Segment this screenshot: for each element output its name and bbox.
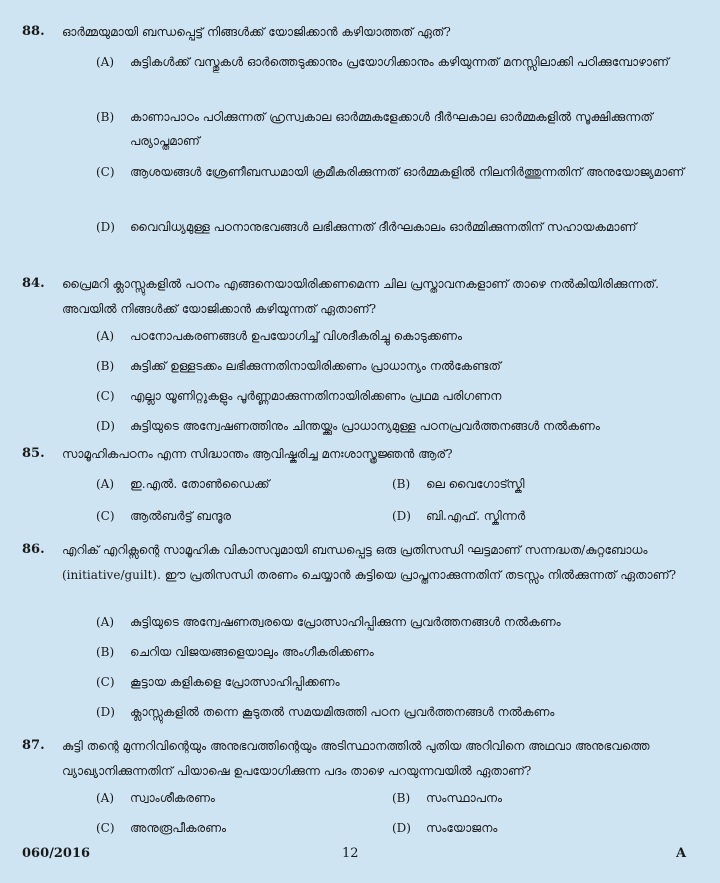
option-text: എല്ലാ യൂണിറ്റുകളും പൂർണ്ണമാക്കുന്നതിനായിരിക്കണം പ്രഥമ പരിഗണന [130,389,502,403]
question-text: സാമൂഹികപഠനം എന്ന സിദ്ധാന്തം ആവിഷ്കരിച്ച മനഃശാസ്ത്രജ്ഞൻ ആര്? [62,447,453,461]
question-text: കുട്ടി തന്റെ മുന്നറിവിന്റെയും അനുഭവത്തിന്റെയും അടിസ്ഥാനത്തിൽ പുതിയ അറിവിനെ അഥവാ അനുഭവത്തെ വ്യാഖ്യാനിക്കുന്നതിന് പിയാഷെ ഉപയോഗിക്കുന്ന പദം താഴെ പറയുന്നവയിൽ ഏതാണ്? [62,739,650,778]
question-number: 84. [22,276,45,291]
option-text: കൂട്ടായ കളികളെ പ്രോത്സാഹിപ്പിക്കണം [130,675,340,689]
option-label: (C) [96,821,115,835]
option-label: (C) [96,509,115,523]
option-label: (C) [96,165,115,179]
option-text: സ്വാംശീകരണം [130,791,215,805]
option-label: (A) [96,791,115,805]
option-text: അനുരൂപീകരണം [130,821,227,835]
option-d [96,215,686,267]
option-text: കുട്ടികൾക്ക് വസ്തുകൾ ഓർത്തെടുക്കാനും പ്രയോഗിക്കാനും കഴിയുന്നത് മനസ്സിലാക്കി പഠിക്കുമ്പോഴാണ് [130,55,669,69]
option-text: ഇ.എൽ. തോൺഡൈക്ക് [130,477,270,491]
option-text: സംസ്ഥാപനം [426,791,503,805]
option-label: (A) [96,55,115,69]
option-b [96,105,686,157]
page-number: 12 [342,846,359,861]
question-number: 86. [22,542,45,557]
question-text: എറിക് എറിക്സന്റെ സാമൂഹിക വികാസവുമായി ബന്ധപ്പെട്ട ഒരു പ്രതിസന്ധി ഘട്ടമാണ് സന്നദ്ധത/കുറ്റബോധം (initiative/guilt). ഈ പ്രതിസന്ധി തരണം ചെയ്യാൻ കുട്ടിയെ പ്രാപ്തനാക്കുന്നതിന് തടസ്സം നിൽക്കുന്നത് ഏതാണ്? [62,543,677,582]
question-text: ഓർമ്മയുമായി ബന്ധപ്പെട്ട് നിങ്ങൾക്ക് യോജിക്കാൻ കഴിയാത്തത് ഏത്? [62,25,451,39]
paper-code: 060/2016 [22,846,91,861]
option-label: (C) [96,675,115,689]
option-a [96,50,686,102]
option-label: (D) [96,419,115,433]
option-text: ആൽബർട്ട് ബന്ദൂര [130,509,232,523]
question-text: പ്രൈമറി ക്ലാസ്സുകളിൽ പഠനം എങ്ങനെയായിരിക്കണമെന്ന ചില പ്രസ്താവനകളാണ് താഴെ നൽകിയിരിക്കുന്നത്. അവയിൽ നിങ്ങൾക്ക് യോജിക്കാൻ കഴിയുന്നത് ഏതാണ്? [62,277,659,316]
option-label: (B) [96,359,115,373]
option-text: സംയോജനം [426,821,498,835]
option-text: ബി.എഫ്. സ്കിന്നർ [426,509,526,523]
option-text: കുട്ടിക്ക് ഉള്ളടക്കം ലഭിക്കുന്നതിനായിരിക്കണം പ്രാധാന്യം നൽകേണ്ടത് [130,359,501,373]
option-label: (D) [392,509,411,523]
series-letter: A [676,846,687,861]
question-number: 85. [22,446,45,461]
option-label: (B) [96,645,115,659]
option-label: (D) [96,220,115,234]
option-text: പഠനോപകരണങ്ങൾ ഉപയോഗിച്ച് വിശദീകരിച്ചു കൊടുക്കണം [130,329,463,343]
question-number: 88. [22,24,45,39]
option-label: (B) [392,477,411,491]
option-text: ലെ വൈഗോട്സ്കി [426,477,525,491]
option-label: (B) [96,110,115,124]
option-label: (A) [96,615,115,629]
option-c [96,160,686,212]
option-label: (B) [392,791,411,805]
option-text: വൈവിധ്യമുള്ള പഠനാനുഭവങ്ങൾ ലഭിക്കുന്നത് ദീർഘകാലം ഓർമ്മിക്കുന്നതിന് സഹായകമാണ് [130,220,637,234]
option-label: (D) [392,821,411,835]
option-label: (D) [96,705,115,719]
option-text: ചെറിയ വിജയങ്ങളെയാലും അംഗീകരിക്കണം [130,645,374,659]
option-text: ആശയങ്ങൾ ശ്രേണീബന്ധമായി ക്രമീകരിക്കുന്നത് ഓർമ്മകളിൽ നിലനിർത്തുന്നതിന് അനുയോജ്യമാണ് [130,165,685,179]
option-label: (A) [96,329,115,343]
question-number: 87. [22,738,45,753]
option-text: കുട്ടിയുടെ അന്വേഷണത്തിനും ചിന്തയ്ക്കും പ്രാധാന്യമുള്ള പഠനപ്രവർത്തനങ്ങൾ നൽകണം [130,419,600,433]
option-label: (A) [96,477,115,491]
option-text: കാണാപാഠം പഠിക്കുന്നത് ഹ്രസ്വകാല ഓർമ്മകളേക്കാൾ ദീർഘകാല ഓർമ്മകളിൽ സൂക്ഷിക്കുന്നത് പര്യാപ്തമാണ് [130,110,653,148]
option-text: കുട്ടിയുടെ അന്വേഷണത്വരയെ പ്രോത്സാഹിപ്പിക്കുന്ന പ്രവർത്തനങ്ങൾ നൽകണം [130,615,561,629]
option-text: ക്ലാസ്സുകളിൽ തന്നെ കൂടുതൽ സമയമിരുത്തി പഠന പ്രവർത്തനങ്ങൾ നൽകണം [130,705,555,719]
option-label: (C) [96,389,115,403]
